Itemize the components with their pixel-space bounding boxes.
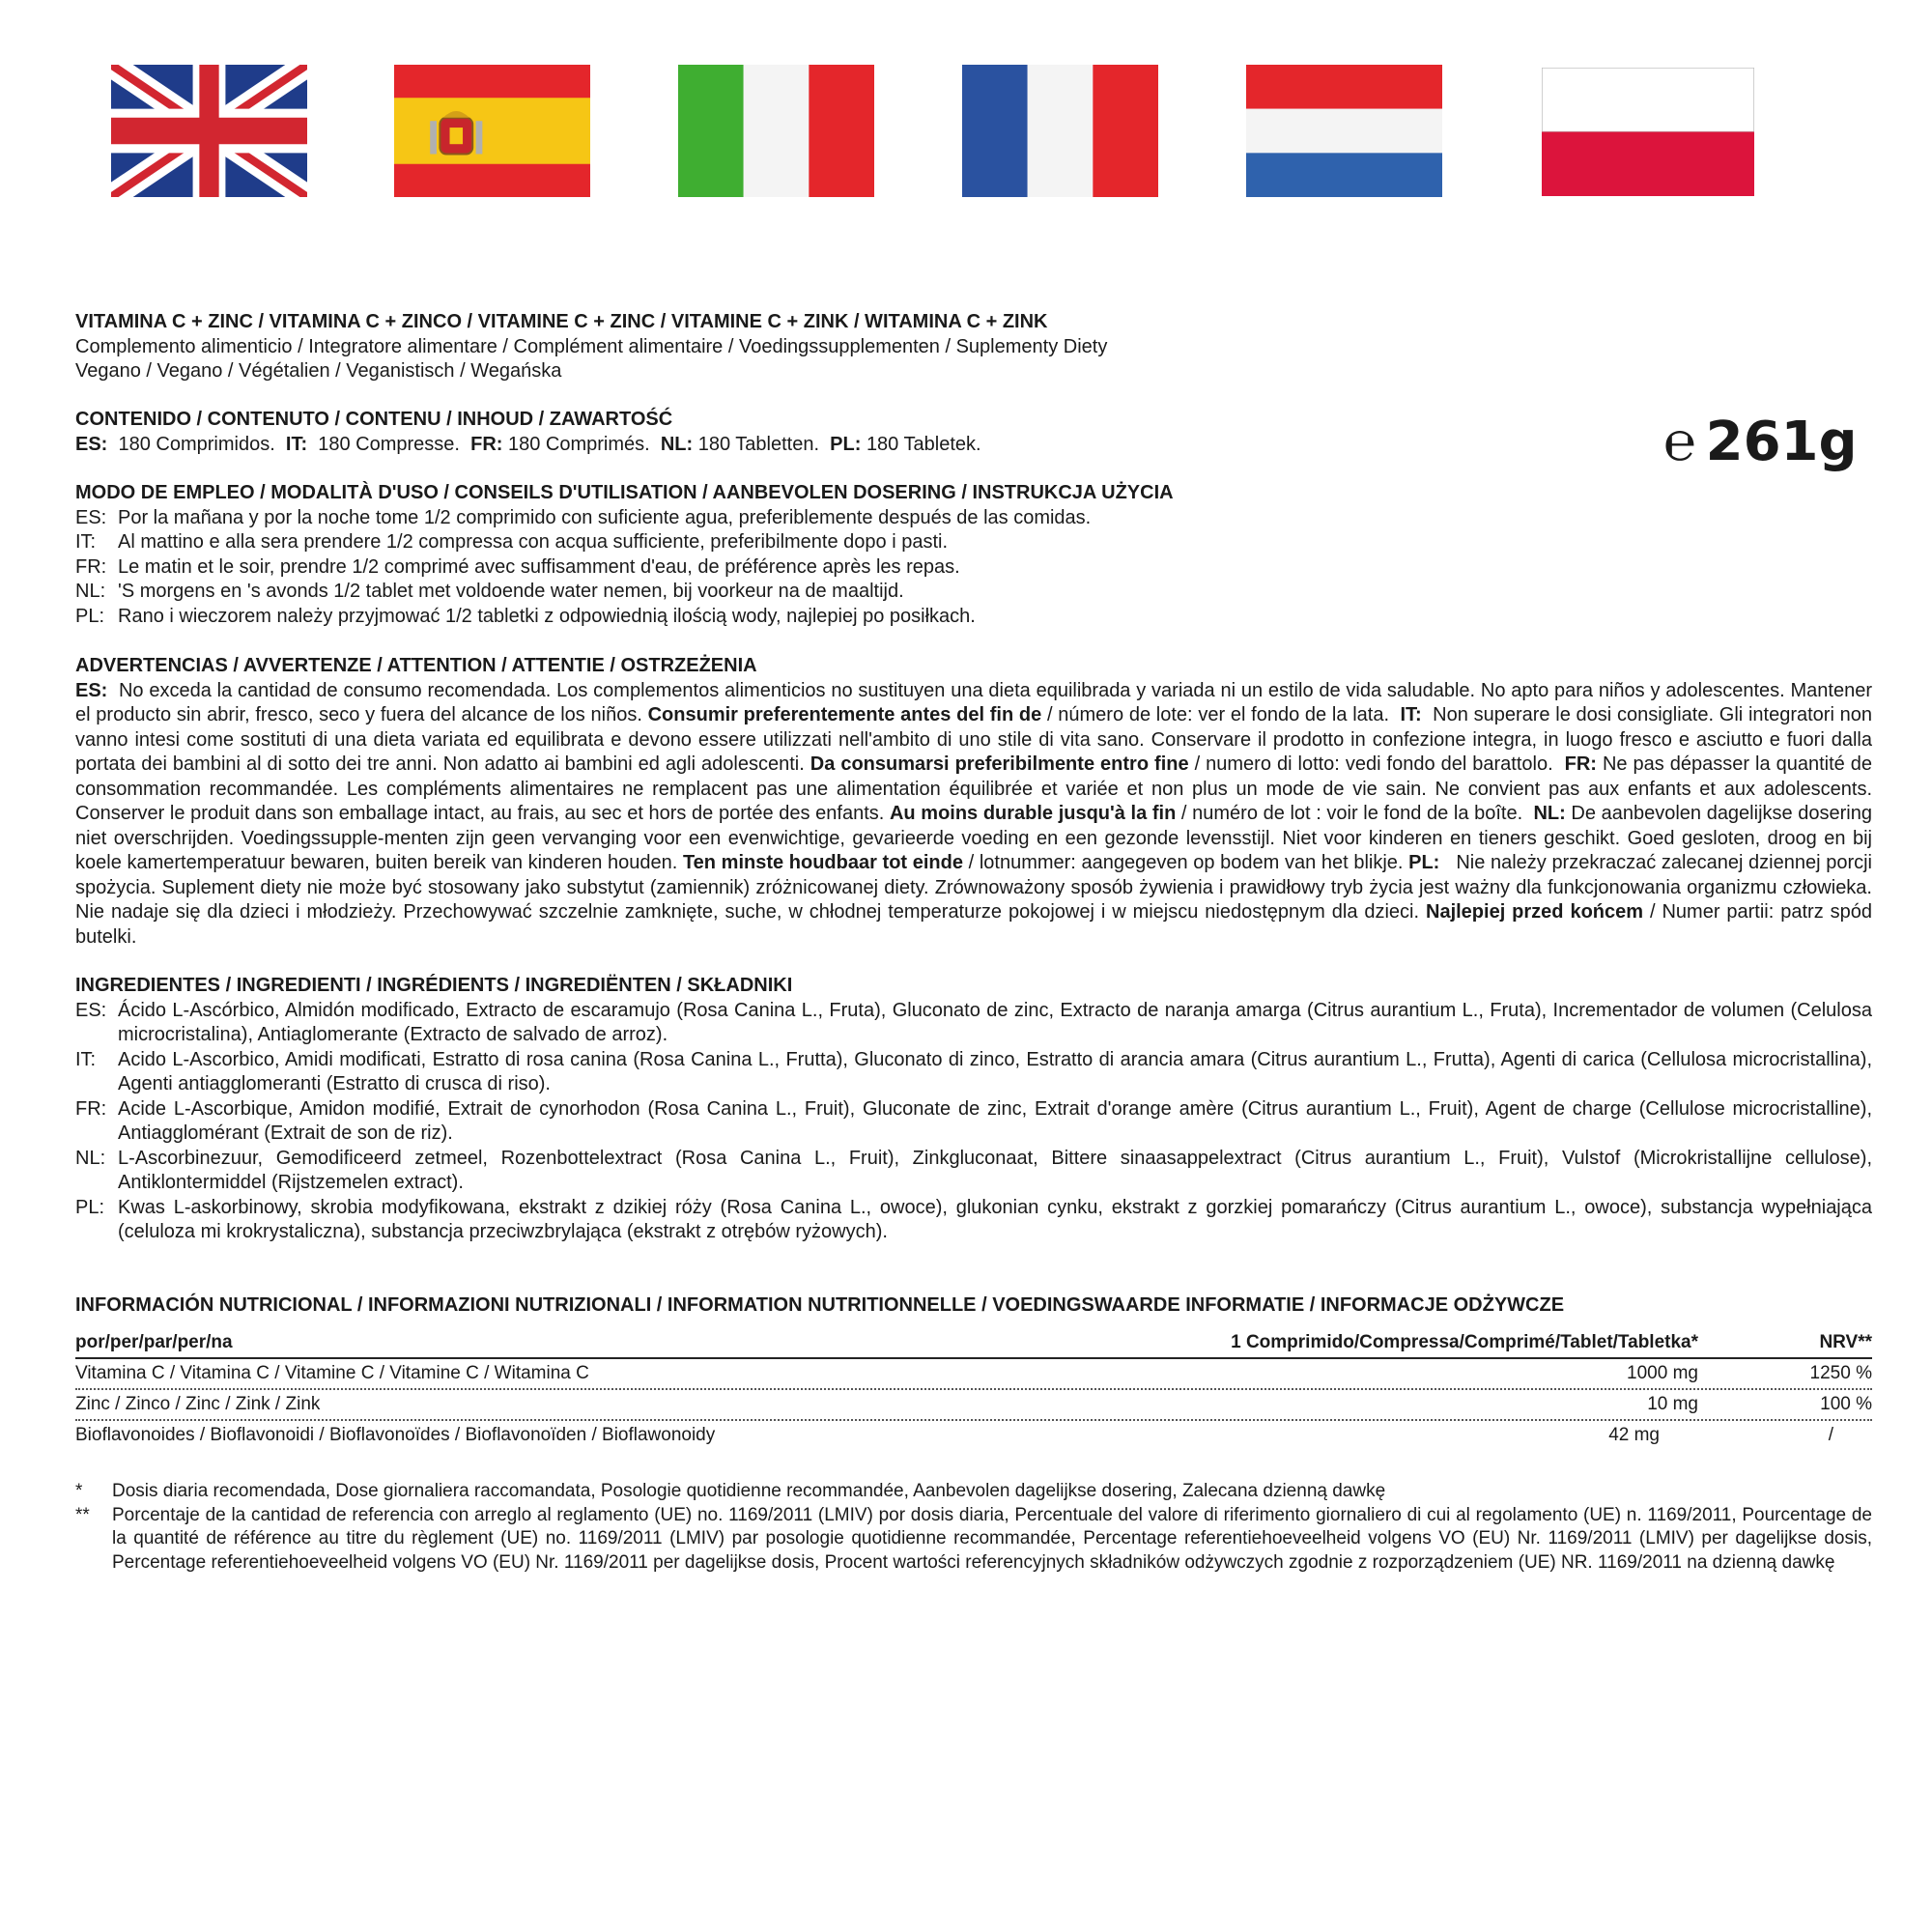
usage-section — [75, 481, 1879, 629]
poland-flag — [1542, 68, 1754, 196]
usage-item-pl: PL: Rano i wieczorem należy przyjmować 1/2 tabletki z odpowiednią ilością wody, najlepiej po posiłkach. — [75, 605, 976, 627]
uk-flag — [111, 65, 307, 197]
col-amount: 1 Comprimido/Compressa/Comprimé/Tablet/Tabletka* — [1231, 1332, 1698, 1352]
netherlands-flag — [1246, 65, 1442, 197]
warnings-heading: ADVERTENCIAS / AVVERTENZE / ATTENTION / ATTENTIE / OSTRZEŻENIA — [75, 655, 757, 676]
usage-item-es: ES: Por la mañana y por la noche tome 1/2 comprimido con suficiente agua, preferiblemente después de las comidas. — [75, 506, 1092, 528]
france-flag — [962, 65, 1158, 197]
product-type: Complemento alimenticio / Integratore alimentare / Complément alimentaire / Voedingssupplementen / Suplementy Diety — [75, 335, 1108, 357]
ingredients-item-pl: PL: Kwas L-askorbinowy, skrobia modyfikowana, ekstrakt z dzikiej róży (Rosa Canina L., owoce), glukonian cynku, ekstrakt z gorzkiej pomarańczy (Citrus aurantium L., owoce), substancja wypełniająca (celuloza mi krokrystaliczna), substancja przeciwzbrylająca (ekstrakt z otrębów ryżowych). — [75, 1196, 1872, 1242]
warnings-text: ES: No exceda la cantidad de consumo recomendada. Los complementos alimenticios no sustituyen una dieta equilibrada y variada ni un estilo de vida saludable. No apto para niños y adolescentes. Mantener el producto sin abrir, fresco, seco y fuera del alcance de los niños. Consumir preferentemente antes del fin de / número de lote: ver el fondo de la lata. IT: Non superare le dosi consigliate. Gli integratori non vanno intesi come sostituti di una dieta variata ed equilibrata e devono essere utilizzati nell'ambito di uno stile di vita sano. Conservare il prodotto in confezione integra, in luogo fresco e asciutto e fuori dalla portata dei bambini al di sotto dei tre anni. Non adatto ai bambini ed agli adolescenti. Da consumarsi preferibilmente entro fine / numero di lotto: vedi fondo del barattolo. FR: Ne pas dépasser la quantité de consommation recommandée. Les compléments alimentaires ne remplacent pas une alimentation équilibrée et variée et non plus un mode de vie sain. Ne convient pas aux enfants et aux adolescents. Conserver le produit dans son emballage intact, au frais, au sec et hors de portée des enfants. Au moins durable jusqu'à la fin / numéro de lot : voir le fond de la boîte. NL: De aanbevolen dagelijkse dosering niet overschrijden. Voedingssupple-menten zijn geen vervanging voor een evenwichtige, gevarieerde voeding en een gezonde levensstijl. Niet voor kinderen en tieners geschikt. Goed gesloten, droog en bij koele kamertemperatuur bewaren, buiten bereik van kinderen houden. Ten minste houdbaar tot einde / lotnummer: aangegeven op bodem van het blikje. PL: Nie należy przekraczać zalecanej dziennej porcji spożycia. Suplement diety nie może być stosowany jako substytut (zamiennik) zróżnicowanej diety. Zrównoważony sposób żywienia i prawidłowy tryb życia jest ważny dla funkcjonowania organizmu człowieka. Nie nadaje się dla dzieci i młodzieży. Przechowywać szczelnie zamknięte, suche, w chłodnej temperaturze pokojowej i w miejscu niedostępnym dla dzieci. Najlepiej przed końcem / Numer partii: patrz spód butelki. — [75, 679, 1873, 948]
warnings-section — [75, 654, 1872, 950]
footnote-2: ** Porcentaje de la cantidad de referencia con arreglo al reglamento (UE) no. 1169/2011 (LMIV) por dosis diaria, Percentuale del valore di riferimento giornaliero di cui al regolamento (UE) n. 1169/2011, Pourcentage de la quantité de référence au titre du règlement (UE) no. 1169/2011 (LMIV) par posologie quotidienne recommandée, Percentage referentiehoeveelheid volgens VO (EU) Nr. 1169/2011 (LMIV) per dagelijkse dosis, Percentage referentiehoeveelheid volgens VO (EU) Nr. 1169/2011 per dagelijkse dosis, Procent wartości referencyjnych składników odżywczych zgodnie z rozporządzeniem (UE) NR. 1169/2011 na dzienną dawkę — [75, 1504, 1872, 1573]
estimated-sign-icon: ℮ — [1663, 411, 1696, 473]
ingredients-section — [75, 974, 1872, 1245]
contents-line: ES: 180 Comprimidos. IT: 180 Compresse. FR: 180 Comprimés. NL: 180 Tabletten. PL: 180 Tabletek. — [75, 433, 981, 455]
table-row: Vitamina C / Vitamina C / Vitamine C / Vitamine C / Witamina C 1000 mg 1250 % — [75, 1359, 1872, 1390]
ingredients-item-fr: FR: Acide L-Ascorbique, Amidon modifié, Extrait de cynorhodon (Rosa Canina L., Fruit), Gluconate de zinc, Extrait d'orange amère (Citrus aurantium L., Fruit), Agent de charge (Cellulose microcristalline), Antiagglomérant (Extrait de son de riz). — [75, 1097, 1872, 1144]
contents-section — [75, 408, 1879, 457]
usage-heading: MODO DE EMPLEO / MODALITÀ D'USO / CONSEILS D'UTILISATION / AANBEVOLEN DOSERING / INSTRUKCJA UŻYCIA — [75, 482, 1174, 503]
nutrition-table — [75, 1330, 1872, 1450]
footnote-1: * Dosis diaria recomendada, Dose giornaliera raccomandata, Posologie quotidienne recommandée, Aanbevolen dagelijkse dosering, Zalecana dzienną dawkę — [75, 1481, 1386, 1501]
italy-flag — [678, 65, 874, 197]
ingredients-item-es: ES: Ácido L-Ascórbico, Almidón modificado, Extracto de escaramujo (Rosa Canina L., Fruta), Gluconato de zinc, Extracto de naranja amarga (Citrus aurantium L., Fruta), Incrementador de volumen (Celulosa microcristalina), Antiaglomerante (Extracto de salvado de arroz). — [75, 999, 1872, 1045]
table-row: Zinc / Zinco / Zinc / Zink / Zink 10 mg 100 % — [75, 1390, 1872, 1421]
contents-heading: CONTENIDO / CONTENUTO / CONTENU / INHOUD / ZAWARTOŚĆ — [75, 409, 673, 430]
col-per: por/per/par/per/na — [75, 1332, 233, 1352]
usage-item-it: IT: Al mattino e alla sera prendere 1/2 compressa con acqua sufficiente, preferibilmente dopo i pasti. — [75, 531, 949, 553]
product-header — [75, 310, 1879, 384]
ingredients-heading: INGREDIENTES / INGREDIENTI / INGRÉDIENTS / INGREDIËNTEN / SKŁADNIKI — [75, 975, 793, 996]
product-title: VITAMINA C + ZINC / VITAMINA C + ZINCO / VITAMINE C + ZINC / VITAMINE C + ZINK / WITAMINA C + ZINK — [75, 311, 1048, 332]
usage-item-nl: NL: 'S morgens en 's avonds 1/2 tablet met voldoende water nemen, bij voorkeur na de maaltijd. — [75, 581, 904, 602]
net-weight-value: 261g — [1705, 411, 1858, 473]
ingredients-item-it: IT: Acido L-Ascorbico, Amidi modificati, Estratto di rosa canina (Rosa Canina L., Frutta), Gluconato di zinco, Estratto di arancia amara (Citrus aurantium L., Frutta), Agenti di carica (Cellulosa microcristallina), Agenti antiagglomeranti (Estratto di crusca di riso). — [75, 1048, 1872, 1094]
nutrition-heading: INFORMACIÓN NUTRICIONAL / INFORMAZIONI NUTRIZIONALI / INFORMATION NUTRITIONNELLE / VOEDINGSWAARDE INFORMATIE / INFORMACJE ODŻYWCZE — [75, 1294, 1565, 1316]
ingredients-item-nl: NL: L-Ascorbinezuur, Gemodificeerd zetmeel, Rozenbottelextract (Rosa Canina L., Fruit), Zinkgluconaat, Bittere sinaasappelextract (Citrus aurantium L., Fruit), Vulstof (Microkristallijne cellulose), Antiklontermiddel (Rijstzemelen extract). — [75, 1147, 1872, 1193]
footnotes — [75, 1480, 1872, 1575]
spain-flag — [394, 65, 590, 197]
nutrition-heading-wrap — [75, 1293, 1872, 1319]
nutrition-table-header — [75, 1330, 1872, 1359]
table-row: Bioflavonoides / Bioflavonoidi / Bioflavonoïdes / Bioflavonoïden / Bioflawonoidy 42 mg / — [75, 1425, 1833, 1445]
usage-item-fr: FR: Le matin et le soir, prendre 1/2 comprimé avec suffisamment d'eau, de préférence après les repas. — [75, 555, 960, 578]
col-nrv: NRV** — [1819, 1332, 1872, 1352]
product-diet: Vegano / Vegano / Végétalien / Veganistisch / Wegańska — [75, 360, 562, 382]
